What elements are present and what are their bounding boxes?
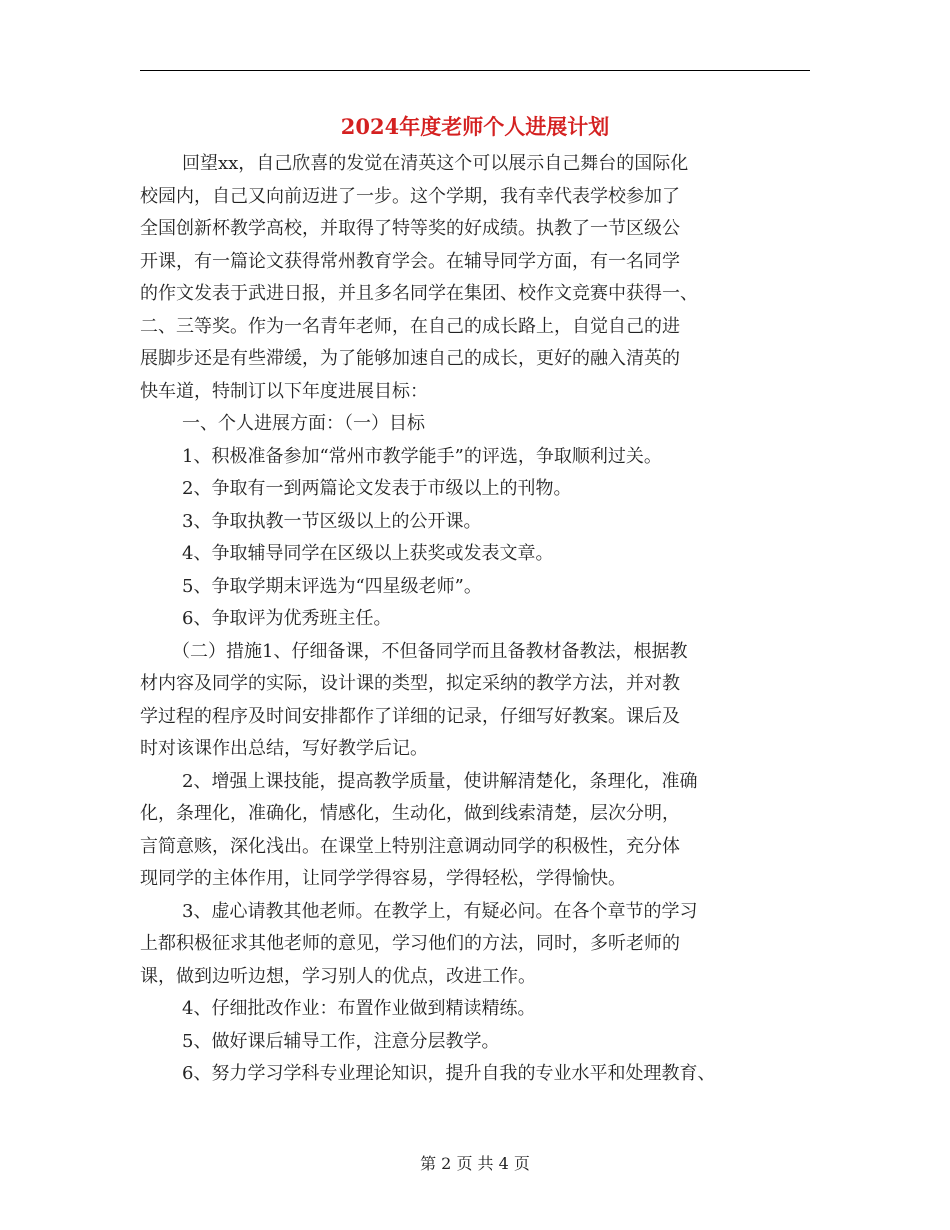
list-item: 6、争取评为优秀班主任。 bbox=[182, 608, 392, 629]
text-line: 2、增强上课技能，提高教学质量，使讲解清楚化，条理化，准确 bbox=[182, 770, 698, 792]
text-line: 课，做到边听边想，学习别人的优点，改进工作。 bbox=[140, 965, 536, 987]
list-item: 3、争取执教一节区级以上的公开课。 bbox=[182, 510, 482, 532]
text-line: 上都积极征求其他老师的意见，学习他们的方法，同时，多听老师的 bbox=[140, 933, 680, 954]
text-line: 言简意赅，深化浅出。在课堂上特别注意调动同学的积极性，充分体 bbox=[140, 835, 680, 857]
text-line: 学过程的程序及时间安排都作了详细的记录，仔细写好教案。课后及 bbox=[140, 705, 680, 727]
text-line: 时对该课作出总结，写好教学后记。 bbox=[140, 738, 428, 759]
text-line: 化，条理化，准确化，情感化，生动化，做到线索清楚，层次分明， bbox=[140, 803, 680, 824]
header-rule bbox=[140, 70, 810, 71]
page-number: 第 2 页 共 4 页 bbox=[420, 1154, 530, 1173]
text-line: 展脚步还是有些滞缓，为了能够加速自己的成长，更好的融入清英的 bbox=[140, 348, 680, 369]
text-line: 现同学的主体作用，让同学学得容易，学得轻松，学得愉快。 bbox=[140, 868, 626, 889]
text-line: 快车道，特制订以下年度进展目标： bbox=[140, 380, 428, 402]
text-line: 材内容及同学的实际，设计课的类型，拟定采纳的教学方法，并对教 bbox=[140, 673, 680, 694]
document-title: 2024年度老师个人进展计划 bbox=[340, 114, 610, 139]
text-line: 校园内，自己又向前迈进了一步。这个学期，我有幸代表学校参加了 bbox=[140, 185, 680, 207]
text-line: 回望xx，自己欣喜的发觉在清英这个可以展示自己舞台的国际化 bbox=[182, 153, 689, 174]
text-line: 全国创新杯教学高校，并取得了特等奖的好成绩。执教了一节区级公 bbox=[140, 218, 680, 239]
document-body bbox=[140, 148, 812, 1091]
section-heading: 一、个人进展方面：（一）目标 bbox=[182, 413, 425, 434]
list-item: 5、争取学期末评选为“四星级老师”。 bbox=[182, 575, 482, 597]
text-line: 的作文发表于武进日报，并且多名同学在集团、校作文竞赛中获得一、 bbox=[140, 283, 698, 304]
list-item: 1、积极准备参加“常州市教学能手”的评选，争取顺利过关。 bbox=[182, 445, 662, 467]
list-item: 4、争取辅导同学在区级以上获奖或发表文章。 bbox=[182, 543, 554, 564]
list-item: 6、努力学习学科专业理论知识，提升自我的专业水平和处理教育、 bbox=[182, 1063, 716, 1084]
list-item: 2、争取有一到两篇论文发表于市级以上的刊物。 bbox=[182, 478, 572, 499]
text-line: 开课，有一篇论文获得常州教育学会。在辅导同学方面，有一名同学 bbox=[140, 250, 680, 272]
text-line: 3、虚心请教其他老师。在教学上，有疑必问。在各个章节的学习 bbox=[182, 900, 698, 922]
list-item: 4、仔细批改作业：布置作业做到精读精练。 bbox=[182, 998, 536, 1019]
text-line: （二）措施1、仔细备课，不但备同学而且备教材备教法，根据教 bbox=[172, 640, 688, 662]
list-item: 5、做好课后辅导工作，注意分层教学。 bbox=[182, 1030, 500, 1052]
text-line: 二、三等奖。作为一名青年老师，在自己的成长路上，自觉自己的进 bbox=[140, 315, 680, 337]
